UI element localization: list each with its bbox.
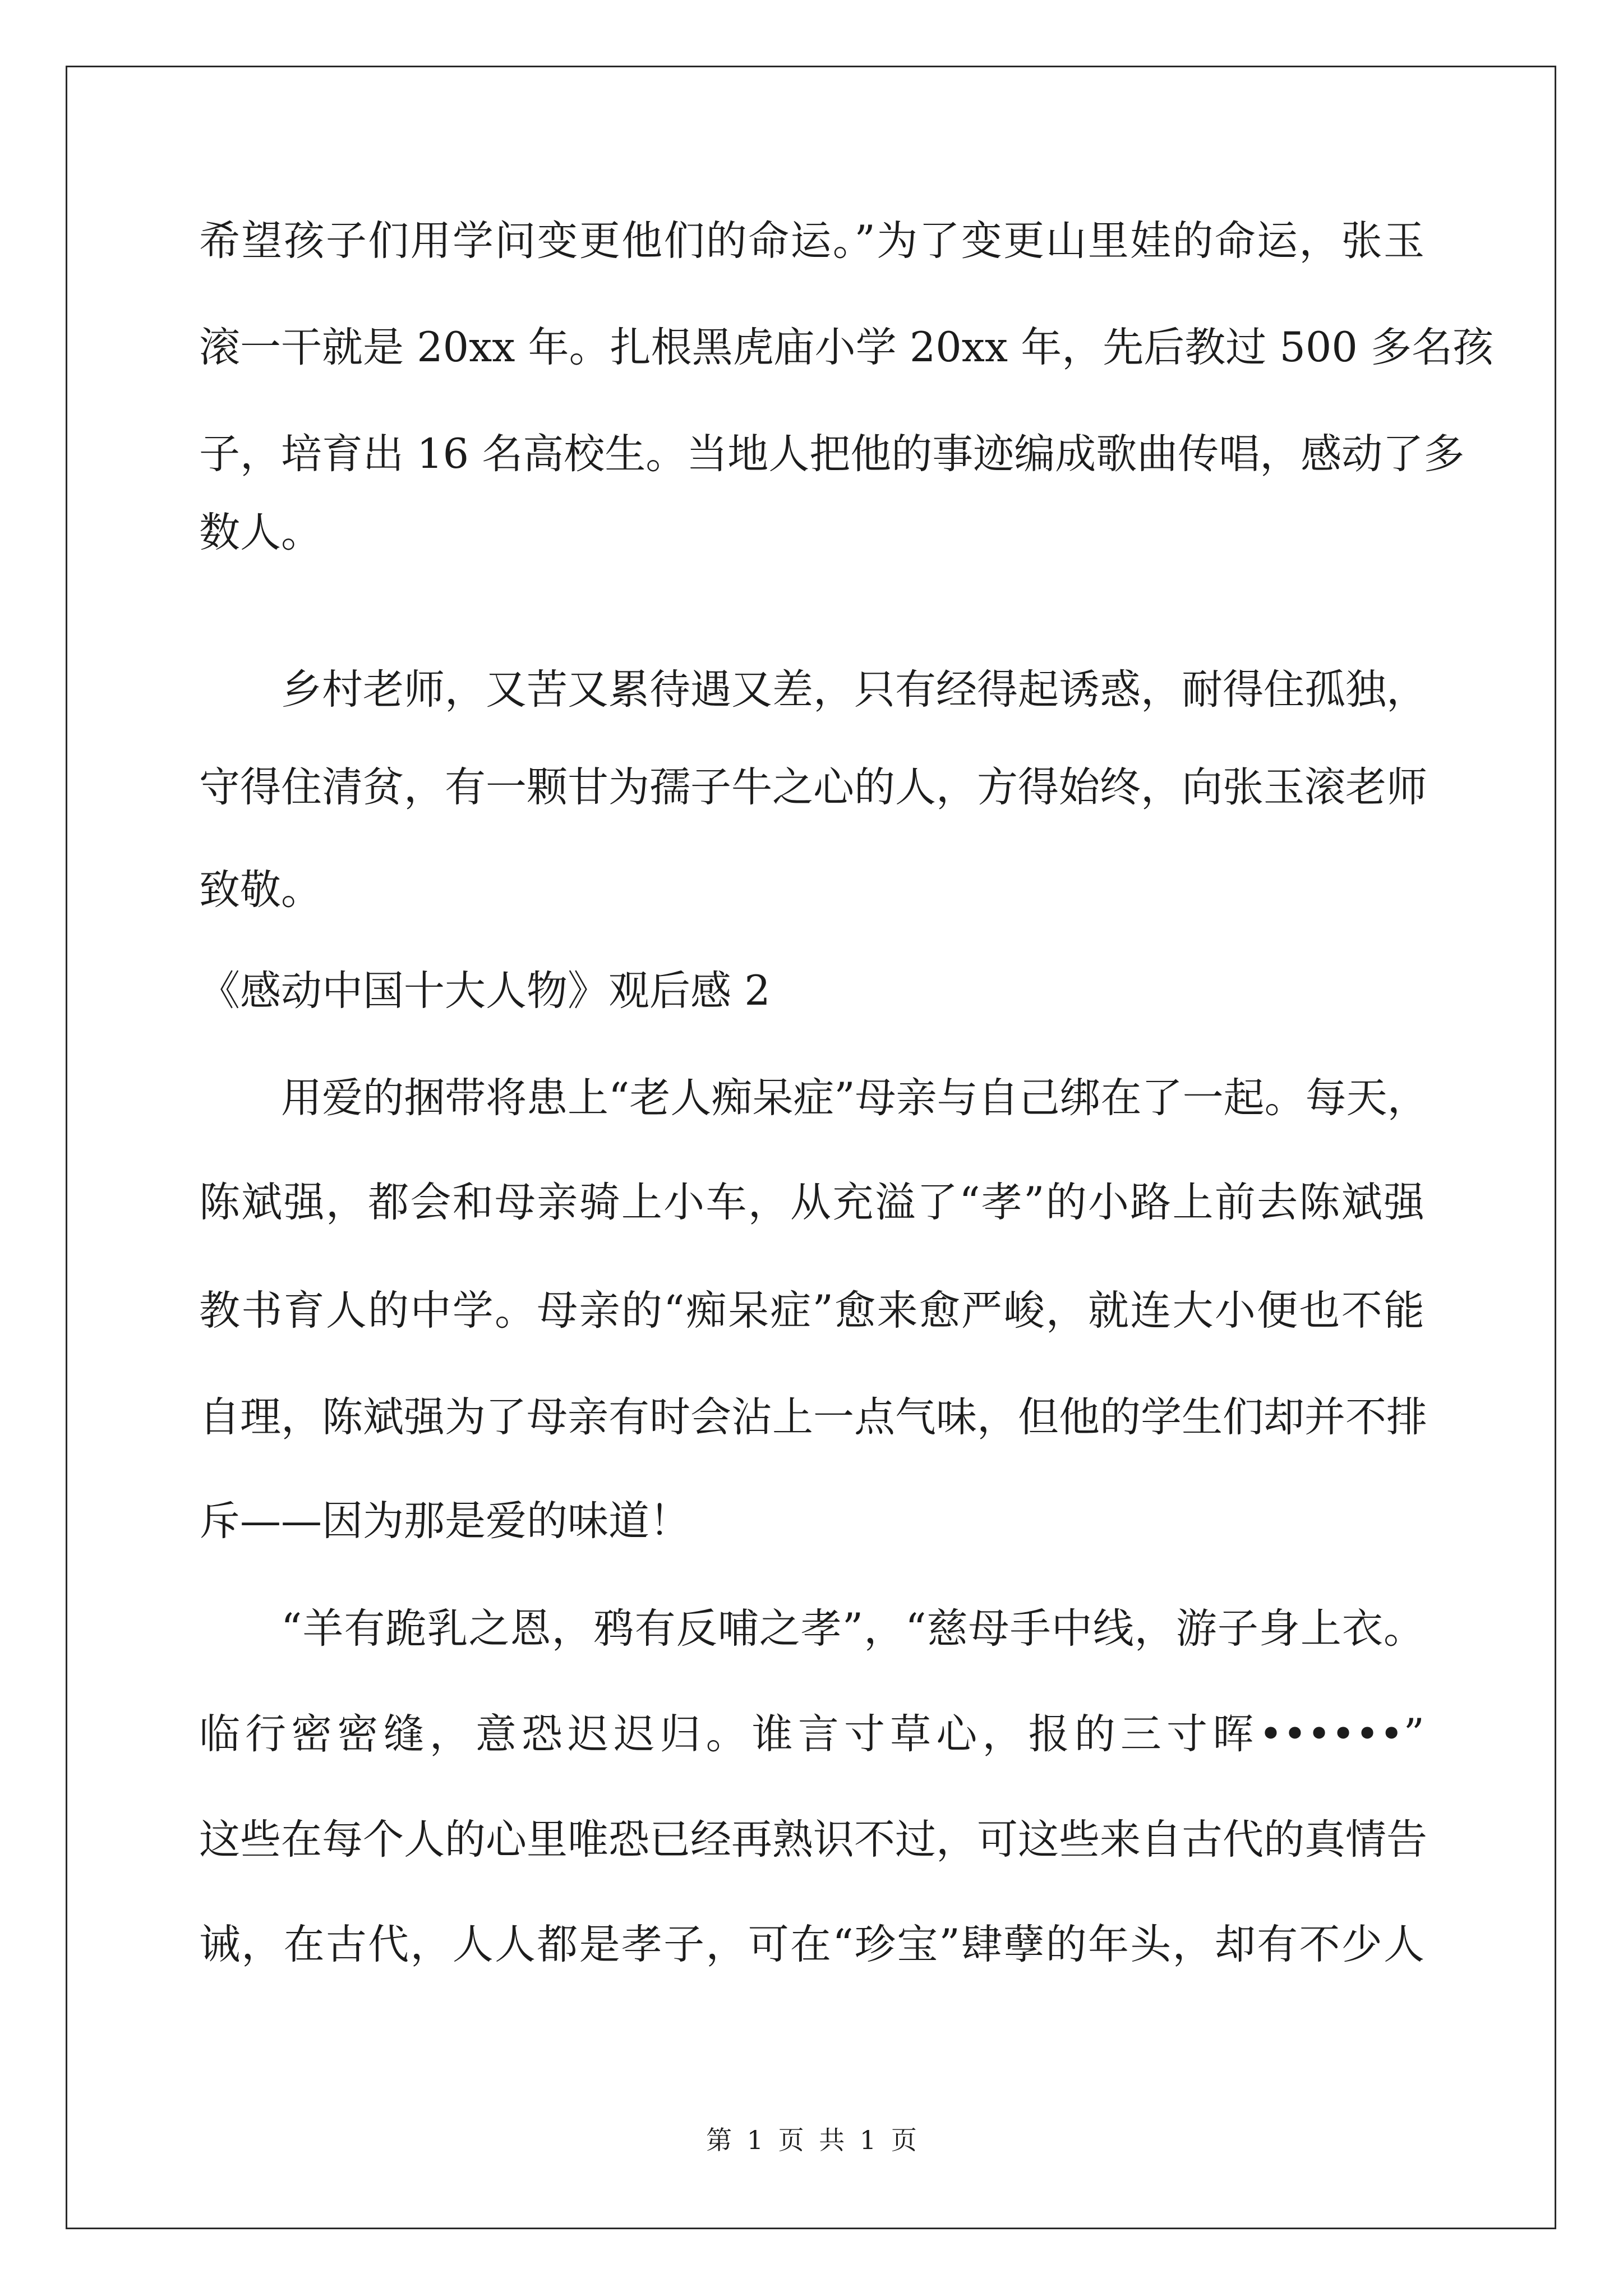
paragraph-line: 临行密密缝，意恐迟迟归。谁言寸草心，报的三寸晖••••••”	[199, 1710, 1424, 1758]
paragraph-line: 诫，在古代，人人都是孝子，可在“珍宝”肆孽的年头，却有不少人	[199, 1921, 1424, 1968]
paragraph-line: 教书育人的中学。母亲的“痴呆症”愈来愈严峻，就连大小便也不能	[199, 1287, 1424, 1335]
section-heading: 《感动中国十大人物》观后感 2	[199, 967, 771, 1015]
paragraph-line: “羊有跪乳之恩，鸦有反哺之孝”，“慈母手中线，游子身上衣。	[281, 1605, 1424, 1653]
paragraph-line: 自理，陈斌强为了母亲有时会沾上一点气味，但他的学生们却并不排	[199, 1393, 1427, 1441]
paragraph-line: 守得住清贫，有一颗甘为孺子牛之心的人，方得始终，向张玉滚老师	[199, 763, 1427, 811]
paragraph-line: 希望孩子们用学问变更他们的命运。”为了变更山里娃的命运，张玉	[199, 217, 1424, 265]
paragraph-line: 用爱的捆带将患上“老人痴呆症”母亲与自己绑在了一起。每天，	[281, 1074, 1428, 1122]
paragraph-line: 滚一干就是 20xx 年。扎根黑虎庙小学 20xx 年，先后教过 500 多名孩	[199, 324, 1494, 371]
paragraph-line: 数人。	[199, 509, 322, 556]
paragraph-line: 斥——因为那是爱的味道！	[199, 1497, 690, 1545]
paragraph-line: 乡村老师，又苦又累待遇又差，只有经得起诱惑，耐得住孤独，	[281, 666, 1427, 714]
page-footer: 第 1 页 共 1 页	[706, 2125, 917, 2155]
paragraph-line: 子，培育出 16 名高校生。当地人把他的事迹编成歌曲传唱，感动了多	[199, 430, 1465, 478]
page-border	[66, 66, 1556, 2229]
paragraph-line: 这些在每个人的心里唯恐已经再熟识不过，可这些来自古代的真情告	[199, 1816, 1427, 1864]
paragraph-line: 陈斌强，都会和母亲骑上小车，从充溢了“孝”的小路上前去陈斌强	[199, 1179, 1424, 1226]
paragraph-line: 致敬。	[199, 866, 322, 914]
